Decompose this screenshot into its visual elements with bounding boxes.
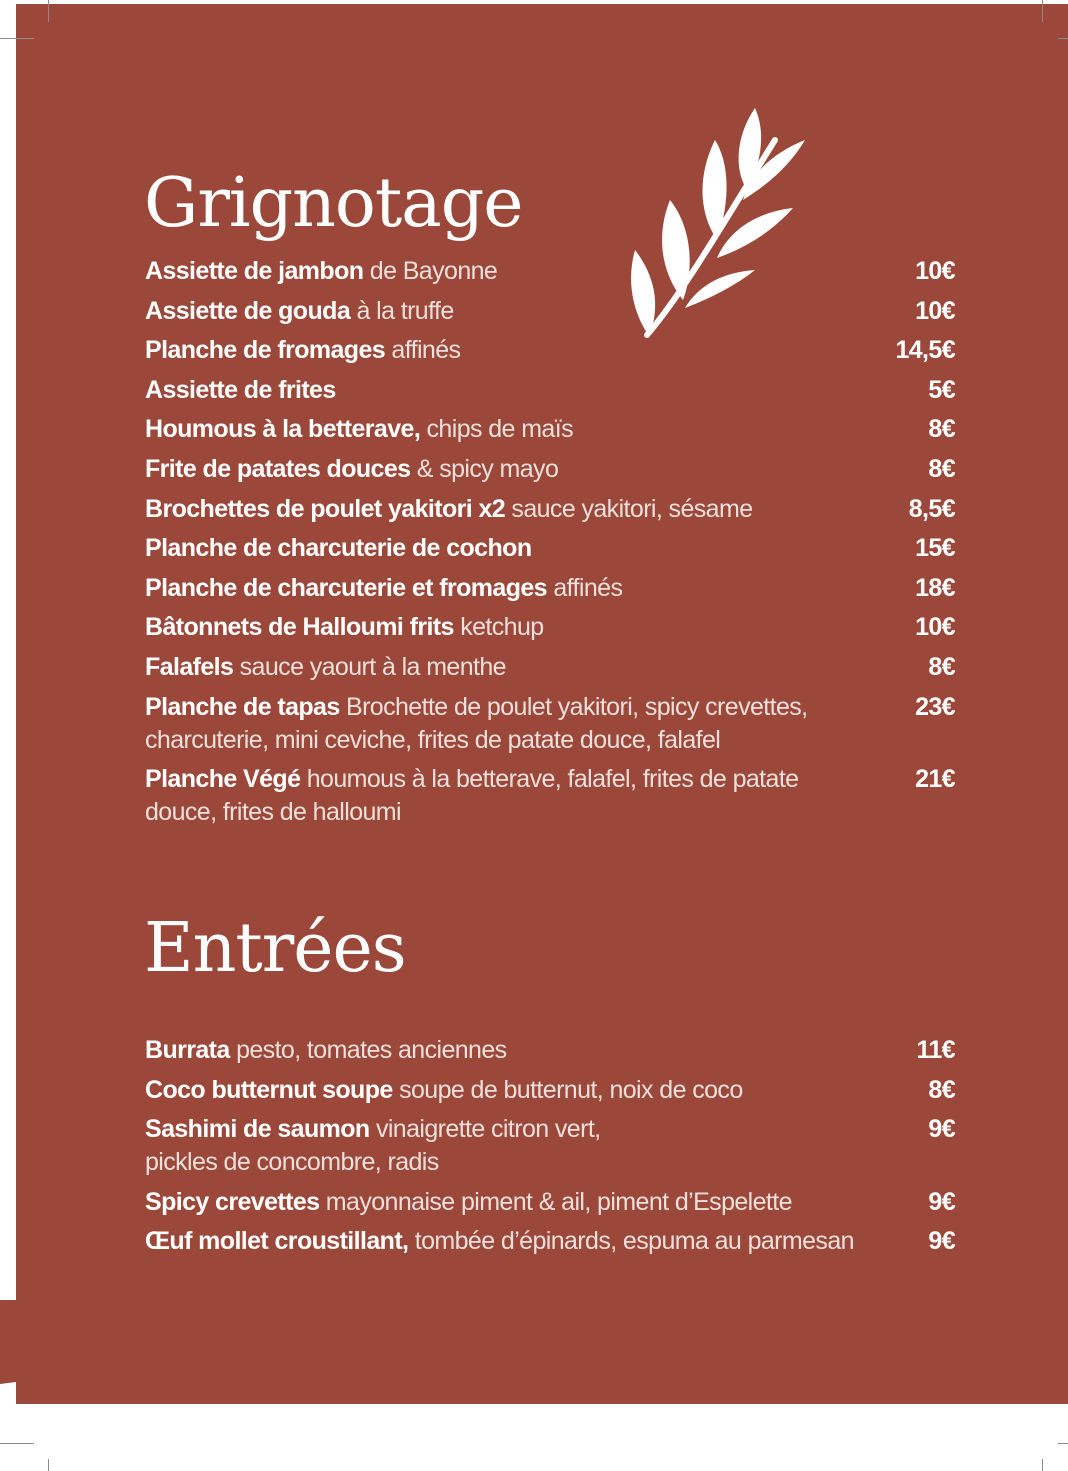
menu-item [145,651,955,684]
item-name: Burrata [145,1036,230,1064]
item-name: Planche de charcuterie et fromages [145,573,547,602]
menu-item [145,334,955,367]
item-description: vinaigrette citron vert, pickles de concombre, radis [145,1115,601,1177]
item-description: ketchup [453,613,544,642]
menu-item [145,572,955,605]
bottom-wave-decoration [0,1300,1068,1471]
item-price: 14,5€ [895,336,955,365]
item-name: Planche Végé [145,765,301,794]
item-name: Planche de tapas [145,692,340,721]
item-name: Planche de fromages [145,336,386,365]
item-name: Spicy crevettes [145,1187,320,1216]
grignotage-menu-list [145,255,955,836]
item-description: affinés [547,573,623,602]
entrees-menu-list [145,1034,955,1265]
menu-item [145,295,955,328]
item-description: de Bayonne [363,257,498,285]
menu-item [145,453,955,486]
menu-item [145,691,955,757]
item-price: 8,5€ [908,494,955,523]
crop-mark [1042,0,1043,22]
menu-item [145,1113,955,1179]
item-description: sauce yaourt à la menthe [233,652,506,681]
item-description: pesto, tomates anciennes [229,1036,507,1064]
item-name: Assiette de gouda [145,296,351,325]
item-price: 8€ [928,1075,955,1104]
item-price: 23€ [915,692,955,721]
item-price: 21€ [915,765,955,794]
item-price: 10€ [915,257,955,285]
menu-item [145,374,955,407]
menu-item [145,255,955,288]
section-title-grignotage: Grignotage [144,164,523,243]
menu-item [145,763,955,829]
item-price: 9€ [928,1187,955,1216]
item-price: 11€ [916,1036,955,1064]
item-description: affinés [385,336,461,365]
item-name: Assiette de frites [145,375,336,404]
menu-item [145,413,955,446]
item-name: Sashimi de saumon [145,1115,370,1144]
menu-item [145,532,955,565]
item-description: Brochette de poulet yakitori, spicy crevettes, charcuterie, mini ceviche, frites de patate douce, falafel [145,692,808,754]
crop-mark [48,0,49,22]
item-description: tombée d’épinards, espuma au parmesan [408,1227,854,1256]
item-price: 9€ [928,1227,955,1256]
item-name: Frite de patates douces [145,454,411,483]
menu-item [145,493,955,526]
item-name: Œuf mollet croustillant, [145,1227,409,1256]
item-description: mayonnaise piment & ail, piment d’Espelette [319,1187,792,1216]
item-price: 15€ [915,534,955,563]
menu-item [145,1074,955,1107]
item-price: 18€ [915,573,955,602]
item-price: 10€ [915,296,955,325]
item-description: chips de maïs [420,415,573,444]
item-name: Bâtonnets de Halloumi frits [145,613,454,642]
crop-mark [1058,38,1068,39]
item-price: 8€ [928,454,955,483]
item-price: 9€ [928,1115,955,1144]
item-name: Assiette de jambon [145,257,364,285]
crop-mark [1058,1443,1068,1444]
crop-mark [48,1459,49,1471]
crop-mark [0,1443,34,1444]
item-description: houmous à la betterave, falafel, frites de patate douce, frites de halloumi [145,765,799,827]
item-price: 10€ [915,613,955,642]
item-name: Houmous à la betterave, [145,415,421,444]
crop-mark [0,38,34,39]
item-price: 5€ [928,375,955,404]
menu-item [145,1225,955,1258]
section-title-entrees: Entrées [144,909,406,988]
item-price: 8€ [928,652,955,681]
menu-item [145,1186,955,1219]
item-price: 8€ [928,415,955,444]
item-name: Brochettes de poulet yakitori x2 [145,494,506,523]
item-name: Coco butternut soupe [145,1075,393,1104]
item-description: soupe de butternut, noix de coco [392,1075,743,1104]
item-name: Falafels [145,652,234,681]
crop-mark [1042,1459,1043,1471]
item-name: Planche de charcuterie de cochon [145,534,532,563]
menu-item [145,611,955,644]
item-description: & spicy mayo [410,454,559,483]
item-description: à la truffe [350,296,454,325]
menu-item [145,1034,955,1067]
item-description: sauce yakitori, sésame [505,494,753,523]
